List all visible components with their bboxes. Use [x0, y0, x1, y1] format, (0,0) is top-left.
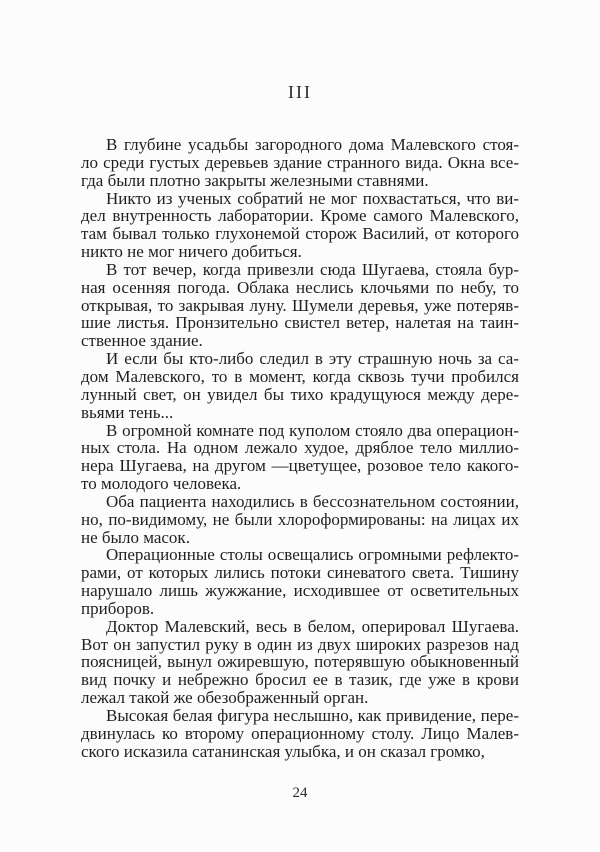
text-line: ского исказила сатанинская улыбка, и он сказал громко, — [81, 741, 485, 761]
text-line: ных стола. На одном лежало худое, дряблое тело миллио- — [81, 438, 519, 458]
paragraph — [81, 190, 519, 261]
text-line: дом Малевского, то в момент, когда сквозь тучи пробился — [81, 366, 519, 386]
text-line: гда были плотно закрыты железными ставнями. — [81, 170, 429, 190]
text-line: но, по-видимому, не были хлороформированы: на лицах их — [81, 509, 519, 529]
text-line: И если бы кто-либо следил в эту страшную ночь за са- — [106, 349, 519, 369]
text-line: В огромной комнате под куполом стояло два операцион- — [106, 420, 519, 440]
text-line: никто не мог ничего добиться. — [81, 242, 302, 262]
chapter-heading: III — [288, 82, 312, 102]
page-number: 24 — [292, 785, 308, 801]
text-line: вьями тень... — [81, 402, 174, 422]
text-line: двинулась ко второму операционному столу. Лицо Малев- — [81, 723, 519, 743]
text-line: Вот он запустил руку в один из двух широких разрезов над — [81, 634, 519, 654]
paragraph — [81, 261, 519, 350]
text-line: поясницей, вынул ожиревшую, потерявшую обыкновенный — [81, 652, 519, 672]
paragraph — [81, 422, 519, 493]
text-line: вид почку и небрежно бросил ее в тазик, где уже в крови — [81, 670, 519, 690]
paragraph — [81, 707, 519, 761]
text-line: нарушало лишь жужжание, исходившее от осветительных — [81, 581, 519, 601]
text-line: Доктор Малевский, весь в белом, оперировал Шугаева. — [106, 616, 519, 636]
text-line: Никто из ученых собратий не мог похвастаться, что ви- — [106, 188, 519, 208]
paragraph — [81, 136, 519, 190]
text-line: Высокая белая фигура неслышно, как привидение, пере- — [106, 706, 519, 725]
paragraph — [81, 350, 519, 421]
text-line: то молодого человека. — [81, 474, 242, 494]
text-line: рами, от которых лились потоки синеватого света. Тишину — [81, 563, 519, 583]
text-line: там бывал только глухонемой сторож Василий, от которого — [81, 224, 519, 244]
text-line: открывая, то закрывая луну. Шумели деревья, уже потеряв- — [81, 295, 519, 315]
text-block — [81, 136, 519, 761]
text-line: ственное здание. — [81, 331, 203, 351]
text-line: нера Шугаева, на другом —цветущее, розовое тело какого- — [81, 456, 519, 476]
text-line: Оба пациента находились в бессознательном состоянии, — [106, 491, 519, 511]
text-line: ная осенняя погода. Облака неслись клочьями по небу, то — [81, 277, 519, 297]
text-line: не было масок. — [81, 527, 190, 547]
text-line: лежал такой же обезображенный орган. — [81, 688, 369, 708]
text-line: лунный свет, он увидел бы тихо крадущуюся между дере- — [81, 384, 519, 404]
text-line: Операционные столы освещались огромными рефлекто- — [106, 545, 519, 565]
paragraph — [81, 493, 519, 547]
text-line: ло среди густых деревьев здание странного вида. Окна все- — [81, 152, 519, 172]
text-line: приборов. — [81, 598, 155, 618]
text-line: шие листья. Пронзительно свистел ветер, налетая на таин- — [81, 313, 519, 333]
paragraph — [81, 618, 519, 707]
paragraph — [81, 546, 519, 617]
text-line: В тот вечер, когда привезли сюда Шугаева, стояла бур- — [106, 259, 519, 279]
text-line: В глубине усадьбы загородного дома Малевского стоя- — [106, 135, 519, 154]
text-line: дел внутренность лаборатории. Кроме самого Малевского, — [81, 206, 519, 226]
